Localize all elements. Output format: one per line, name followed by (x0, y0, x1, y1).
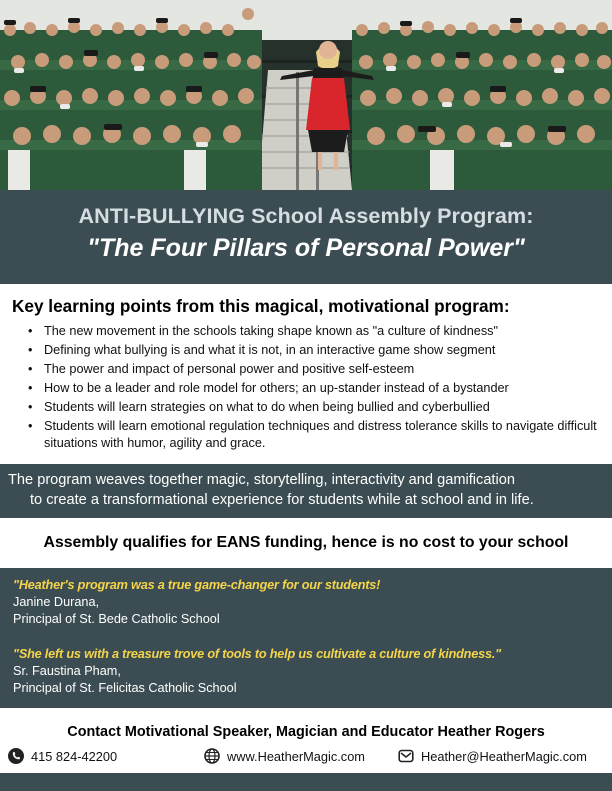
list-item: • How to be a leader and role model for others; an up-stander instead of a bystander (28, 381, 509, 395)
website-link[interactable]: www.HeatherMagic.com (227, 748, 365, 764)
title-banner (0, 190, 612, 284)
program-subtitle: "The Four Pillars of Personal Power" (87, 234, 525, 262)
testimonial-quote: "Heather's program was a true game-changer for our students! (13, 578, 381, 592)
list-item: • The new movement in the schools taking shape known as "a culture of kindness" (28, 324, 499, 338)
list-item: • Students will learn strategies on what to do when being bullied and cyberbullied (28, 400, 490, 414)
globe-icon (204, 748, 220, 764)
bullet-icon: • (28, 324, 33, 338)
testimonials-panel (0, 568, 612, 708)
testimonial-role: Principal of St. Bede Catholic School (13, 612, 220, 626)
testimonial-name: Sr. Faustina Pham, (13, 664, 121, 678)
phone-icon (8, 748, 24, 764)
list-item: • Students will learn emotional regulation techniques and distress tolerance skills to navigate difficult situations with humor, agility and grace. (28, 419, 597, 450)
list-item: • The power and impact of personal power and positive self-esteem (28, 362, 415, 376)
key-points-heading: Key learning points from this magical, motivational program: (12, 296, 510, 316)
testimonial-name: Janine Durana, (13, 595, 100, 609)
website-contact[interactable] (204, 745, 365, 767)
funding-note: Assembly qualifies for EANS funding, hence is no cost to your school (43, 534, 569, 551)
email-address[interactable]: Heather@HeatherMagic.com (421, 748, 587, 764)
bullet-icon: • (28, 419, 33, 433)
hero-photo (0, 0, 612, 190)
bullet-icon: • (28, 362, 33, 376)
program-summary-banner (0, 464, 612, 518)
bullet-icon: • (28, 343, 33, 357)
bullet-icon: • (28, 381, 33, 395)
footer-bar (0, 773, 612, 791)
program-title: ANTI-BULLYING School Assembly Program: (78, 204, 534, 228)
assembly-group-photo (0, 0, 612, 190)
phone-contact[interactable] (8, 745, 117, 767)
summary-line-1: The program weaves together magic, storytelling, interactivity and gamification (8, 472, 515, 488)
summary-line-2: to create a transformational experience for students while at school and in life. (30, 492, 534, 508)
list-item: • Defining what bullying is and what it is not, in an interactive game show segment (28, 343, 496, 357)
phone-number[interactable]: 415 824-42200 (31, 748, 118, 764)
key-points-list (28, 323, 598, 454)
testimonial-quote: "She left us with a treasure trove of tools to help us cultivate a culture of kindness." (13, 647, 501, 661)
contact-heading: Contact Motivational Speaker, Magician and Educator Heather Rogers (67, 724, 545, 740)
email-contact[interactable] (398, 745, 587, 767)
bullet-icon: • (28, 400, 33, 414)
mail-icon (398, 748, 414, 764)
testimonial-role: Principal of St. Felicitas Catholic School (13, 681, 237, 695)
